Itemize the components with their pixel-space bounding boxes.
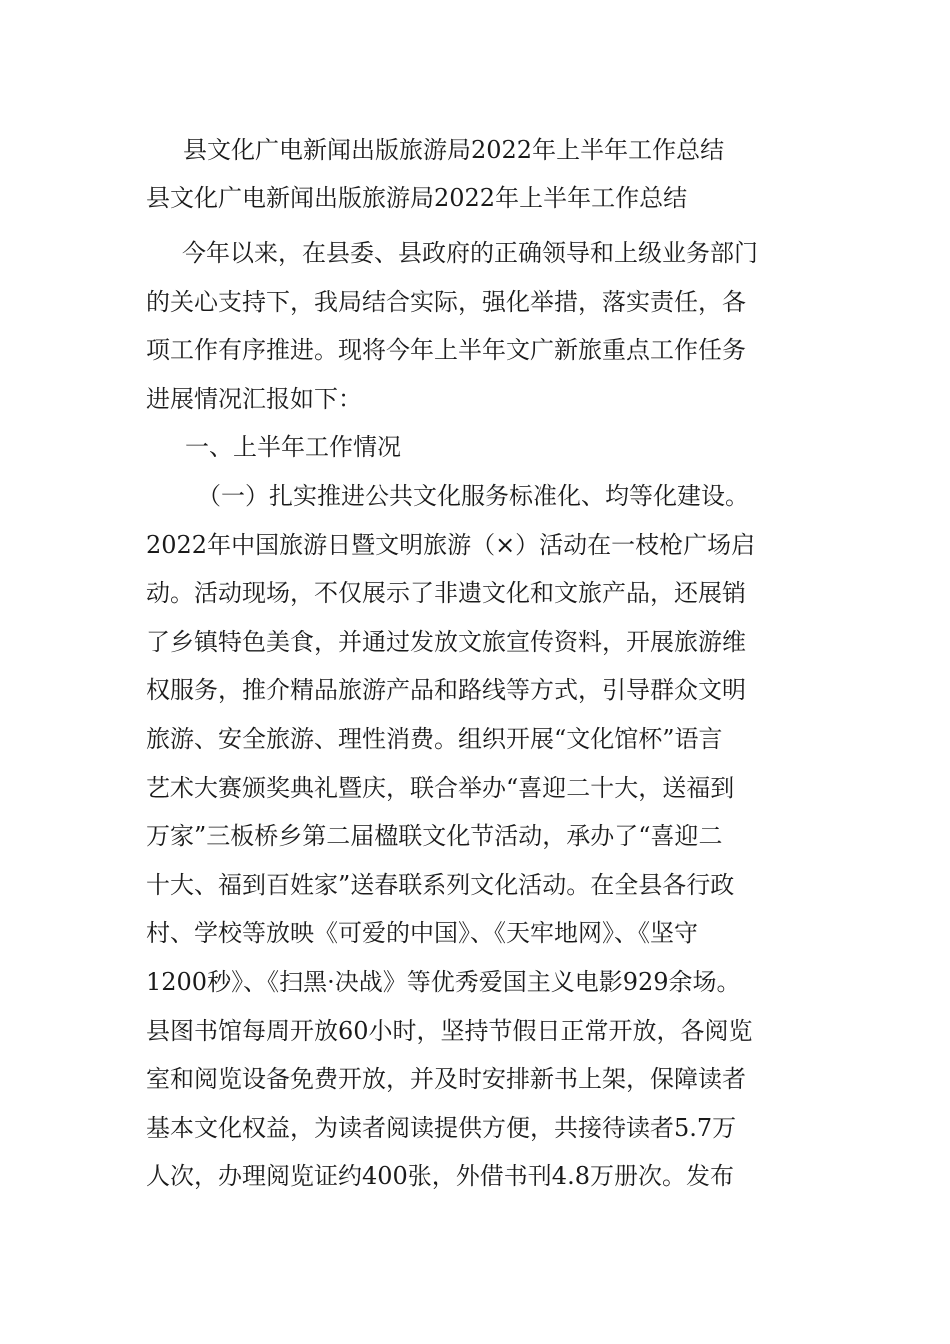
body-line: 的关心支持下，我局结合实际，强化举措，落实责任，各 [146,287,746,316]
document-title: 县文化广电新闻出版旅游局2022年上半年工作总结 [183,136,725,164]
document-subtitle: 县文化广电新闻出版旅游局2022年上半年工作总结 [146,184,688,212]
body-line: 1200秒》、《扫黑·决战》等优秀爱国主义电影929余场。 [146,967,741,996]
body-line: 艺术大赛颁奖典礼暨庆，联合举办“喜迎二十大，送福到 [146,773,735,802]
body-line: 今年以来，在县委、县政府的正确领导和上级业务部门 [182,239,758,267]
body-line: 2022年中国旅游日暨文明旅游（×）活动在一枝枪广场启 [146,530,756,559]
subsection-heading: （一）扎实推进公共文化服务标准化、均等化建设。 [197,481,749,510]
body-line: 旅游、安全旅游、理性消费。组织开展“文化馆杯”语言 [146,724,723,753]
body-line: 了乡镇特色美食，并通过发放文旅宣传资料，开展旅游维 [146,627,746,656]
body-line: 动。活动现场，不仅展示了非遗文化和文旅产品，还展销 [146,579,746,608]
body-line: 室和阅览设备免费开放，并及时安排新书上架，保障读者 [146,1065,746,1094]
body-line: 人次，办理阅览证约400张，外借书刊4.8万册次。发布 [146,1162,734,1191]
section-heading: 一、上半年工作情况 [185,433,401,462]
body-line: 进展情况汇报如下： [146,384,362,413]
body-line: 十大、福到百姓家”送春联系列文化活动。在全县各行政 [146,870,735,899]
body-line: 基本文化权益，为读者阅读提供方便，共接待读者5.7万 [146,1113,737,1142]
body-line: 权服务，推介精品旅游产品和路线等方式，引导群众文明 [146,676,746,705]
document-body [146,229,836,1201]
body-line: 县图书馆每周开放60小时，坚持节假日正常开放，各阅览 [146,1016,753,1045]
body-line: 项工作有序推进。现将今年上半年文广新旅重点工作任务 [146,336,746,365]
body-line: 万家”三板桥乡第二届楹联文化节活动，承办了“喜迎二 [146,822,723,851]
body-line: 村、学校等放映《可爱的中国》、《天牢地网》、《坚守 [146,919,698,948]
